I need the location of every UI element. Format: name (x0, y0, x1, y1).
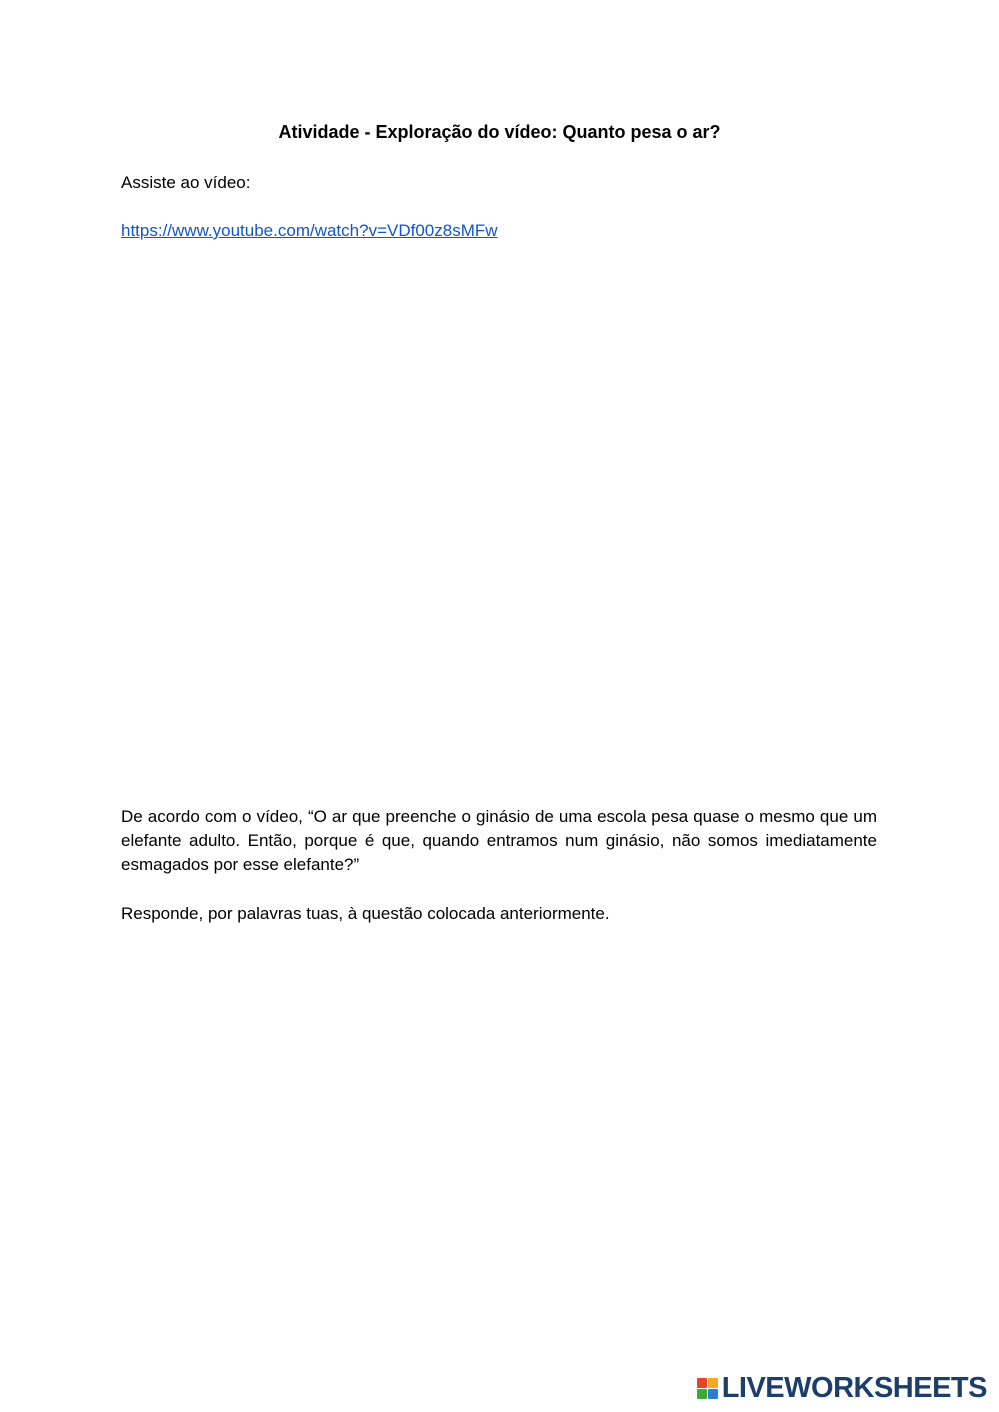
intro-text: Assiste ao vídeo: (121, 173, 251, 192)
question-text: Responde, por palavras tuas, à questão colocada anteriormente. (121, 904, 610, 923)
liveworksheets-logo (697, 1373, 987, 1403)
mark-square (708, 1378, 718, 1388)
mark-square (697, 1389, 707, 1399)
page-title: Atividade - Exploração do vídeo: Quanto pesa o ar? (278, 122, 721, 142)
liveworksheets-mark-icon (697, 1378, 718, 1399)
logo-text: LIVEWORKSHEETS (721, 1372, 987, 1404)
video-link[interactable]: https://www.youtube.com/watch?v=VDf00z8sMFw (121, 221, 498, 240)
mark-square (697, 1378, 707, 1388)
quote-paragraph: De acordo com o vídeo, “O ar que preenche o ginásio de uma escola pesa quase o mesmo que um elefante adulto. Então, porque é que, quando entramos num ginásio, não somos imediatamente esmagados por esse elefante?” (121, 807, 877, 874)
mark-square (708, 1389, 718, 1399)
